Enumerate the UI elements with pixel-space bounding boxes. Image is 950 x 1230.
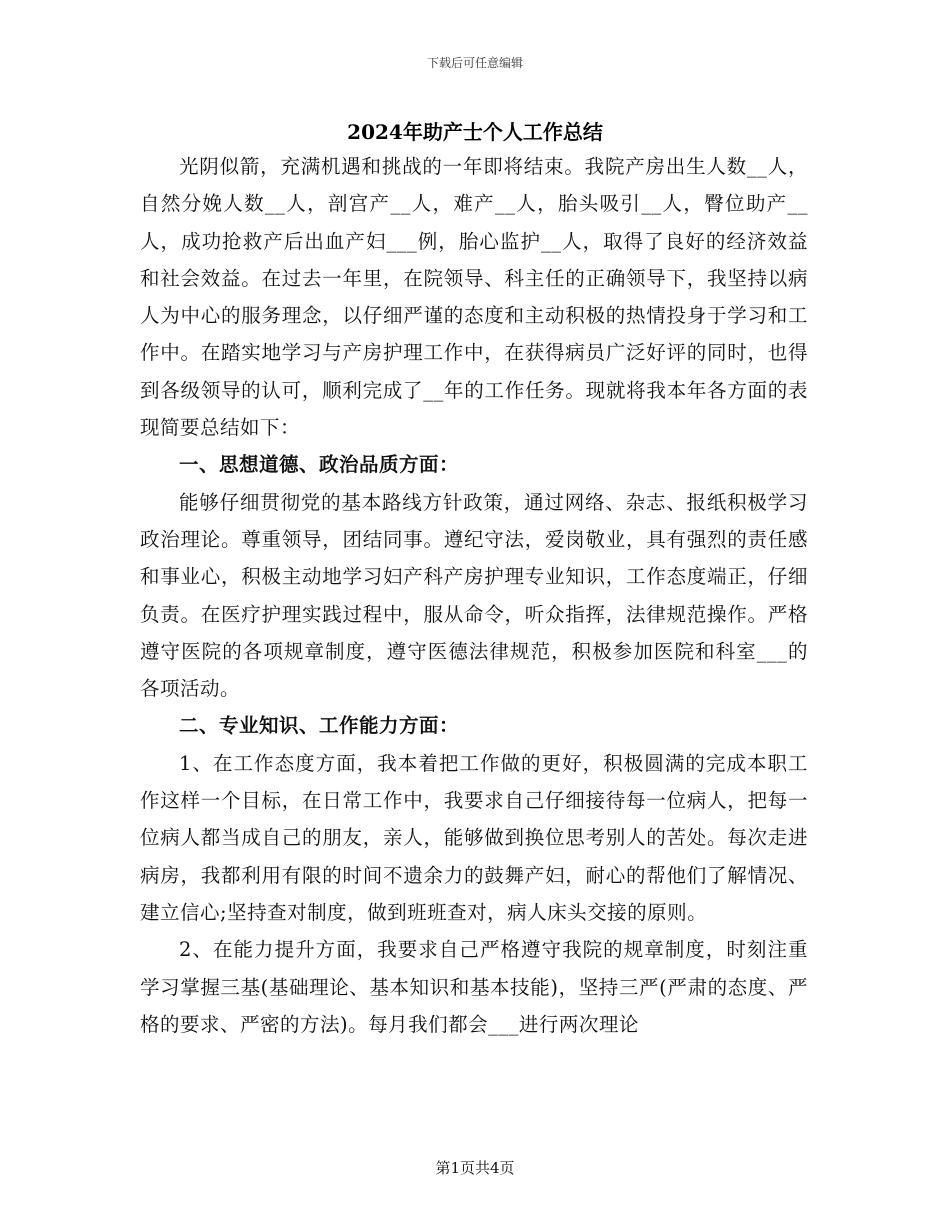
document-body xyxy=(140,148,808,1043)
header-note: 下载后可任意编辑 xyxy=(426,56,523,70)
work-attitude-paragraph: 1、在工作态度方面，我本着把工作做的更好，积极圆满的完成本职工作这样一个目标，在日常工作中，我要求自己仔细接待每一位病人，把每一位病人都当成自己的朋友，亲人，能够做到换位思考别人的苦处。每次走进病房，我都利用有限的时间不遗余力的鼓舞产妇，耐心的帮他们了解情况、建立信心;坚持查对制度，做到班班查对，病人床头交接的原则。 xyxy=(140,751,808,924)
intro-paragraph: 光阴似箭，充满机遇和挑战的一年即将结束。我院产房出生人数__人，自然分娩人数__人，剖宫产__人，难产__人，胎头吸引__人，臀位助产__人，成功抢救产后出血产妇___例，胎心监护__人，取得了良好的经济效益和社会效益。在过去一年里，在院领导、科主任的正确领导下，我坚持以病人为中心的服务理念，以仔细严谨的态度和主动积极的热情投身于学习和工作中。在踏实地学习与产房护理工作中，在获得病员广泛好评的同时，也得到各级领导的认可，顺利完成了__年的工作任务。现就将我本年各方面的表现简要总结如下： xyxy=(140,155,808,440)
ideology-paragraph: 能够仔细贯彻党的基本路线方针政策，通过网络、杂志、报纸积极学习政治理论。尊重领导，团结同事。遵纪守法，爱岗敬业，具有强烈的责任感和事业心，积极主动地学习妇产科产房护理专业知识，工作态度端正，仔细负责。在医疗护理实践过程中，服从命令，听众指挥，法律规范操作。严格遵守医院的各项规章制度，遵守医德法律规范，积极参加医院和科室___的各项活动。 xyxy=(140,490,808,701)
section-heading-professional: 二、专业知识、工作能力方面： xyxy=(179,714,460,738)
document-title: 2024年助产士个人工作总结 xyxy=(347,120,603,144)
ability-paragraph: 2、在能力提升方面，我要求自己严格遵守我院的规章制度，时刻注重学习掌握三基(基础理论、基本知识和基本技能)，坚持三严(严肃的态度、严格的要求、严密的方法)。每月我们都会___进行两次理论 xyxy=(140,938,808,1036)
page-number: 第1页共4页 xyxy=(435,1159,515,1177)
section-heading-ideology: 一、思想道德、政治品质方面： xyxy=(179,453,460,477)
